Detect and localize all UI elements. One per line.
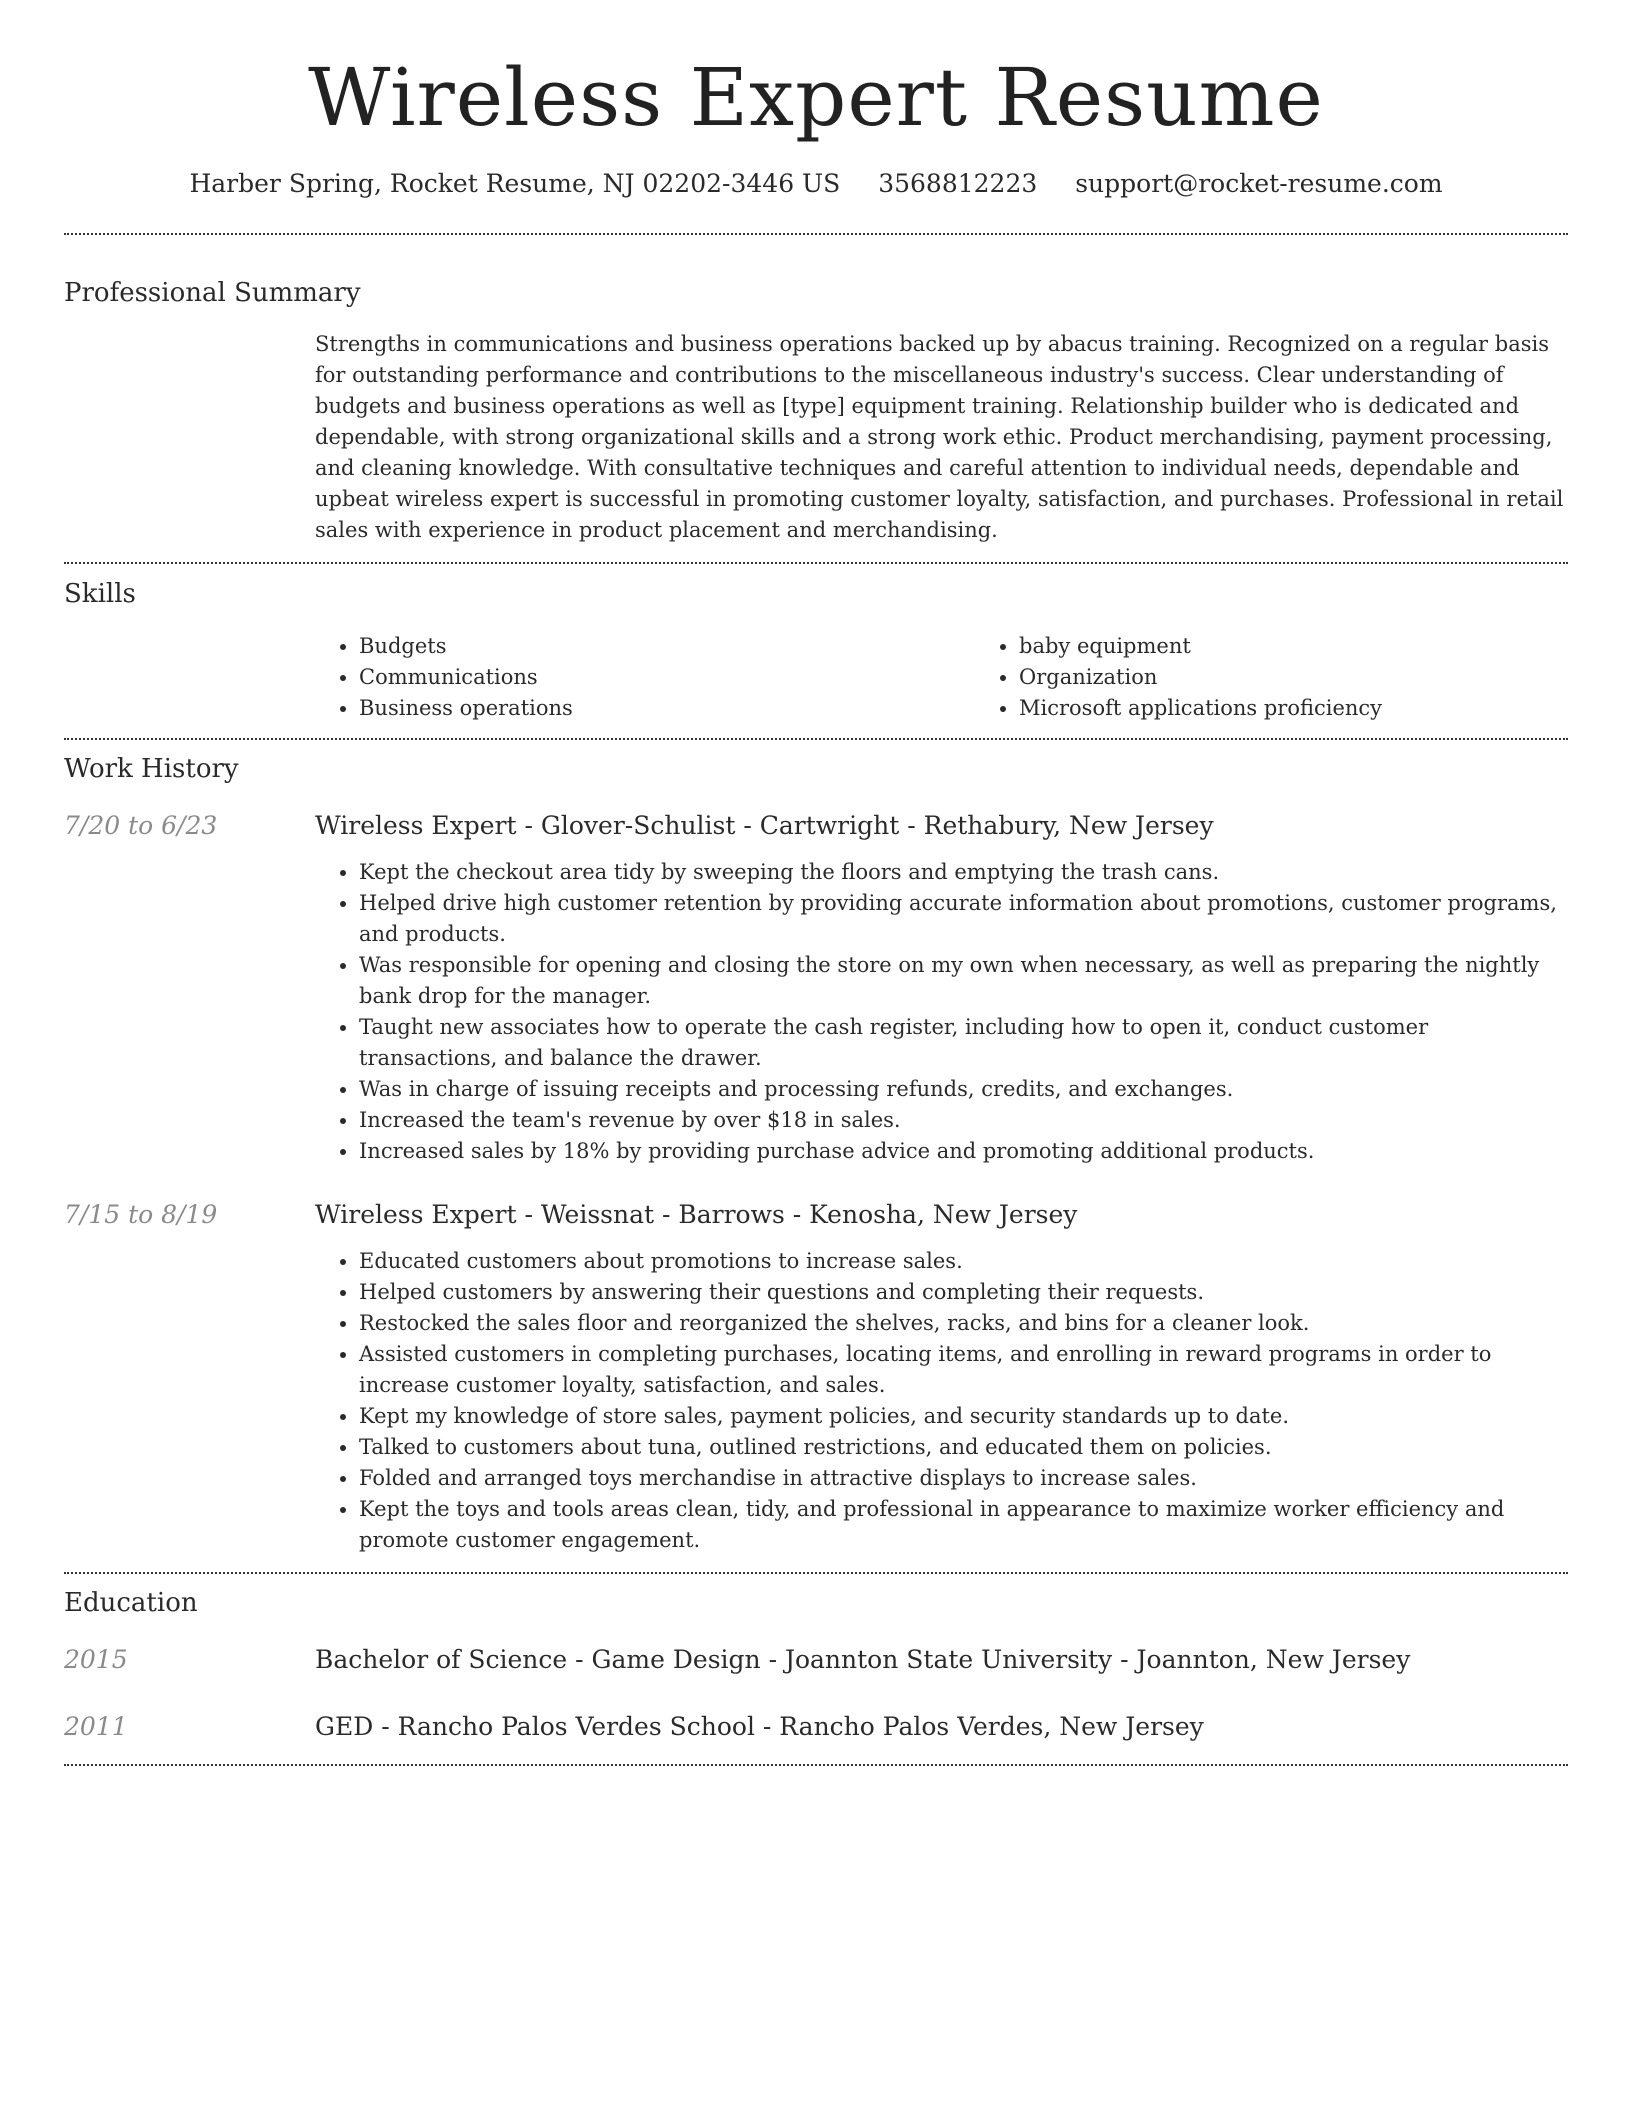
- skills-section-title: Skills: [64, 579, 136, 609]
- divider-work: [64, 1572, 1568, 1574]
- job-bullet: • Was responsible for opening and closing the store on my own when necessary, as well as preparing the nightly bank drop for the manager.: [359, 950, 1568, 1012]
- skills-grid: [315, 631, 1632, 724]
- summary-left-spacer: [64, 329, 315, 546]
- skill-item: • Business operations: [359, 693, 975, 724]
- job-bullet: • Kept the toys and tools areas clean, tidy, and professional in appearance to maximize worker efficiency and promote customer engagement.: [359, 1494, 1568, 1556]
- summary-section-title: Professional Summary: [64, 278, 361, 308]
- summary-section: [64, 280, 1568, 546]
- skills-section: [64, 581, 1568, 724]
- job-body: [315, 811, 1568, 1167]
- work-section: [64, 756, 1568, 1556]
- job-heading: Wireless Expert - Weissnat - Barrows - Kenosha, New Jersey: [315, 1200, 1078, 1229]
- job-bullet: • Increased sales by 18% by providing purchase advice and promoting additional products.: [359, 1136, 1568, 1167]
- education-body: [315, 1712, 1568, 1742]
- summary-text: Strengths in communications and business operations backed up by abacus training. Recognized on a regular basis for outstanding performance and contributions to the miscellaneous industry's success. Clear understanding of budgets and business operations as well as [type] equipment training. Relationship builder who is dedicated and dependable, with strong organizational skills and a strong work ethic. Product merchandising, payment processing, and cleaning knowledge. With consultative techniques and careful attention to individual needs, dependable and upbeat wireless expert is successful in promoting customer loyalty, satisfaction, and purchases. Professional in retail sales with experience in product placement and merchandising.: [315, 332, 1564, 542]
- job-bullet: • Restocked the sales floor and reorganized the shelves, racks, and bins for a cleaner look.: [359, 1308, 1568, 1339]
- job-bullet: • Kept the checkout area tidy by sweeping the floors and emptying the trash cans.: [359, 857, 1568, 888]
- job-dates: 7/20 to 6/23: [64, 811, 218, 840]
- job-heading: Wireless Expert - Glover-Schulist - Cartwright - Rethabury, New Jersey: [315, 811, 1214, 840]
- contact-line: [64, 171, 1568, 196]
- job-bullets: [315, 857, 1568, 1167]
- job-bullet: • Folded and arranged toys merchandise in attractive displays to increase sales.: [359, 1463, 1568, 1494]
- education-section-title: Education: [64, 1588, 198, 1618]
- education-heading: GED - Rancho Palos Verdes School - Rancho Palos Verdes, New Jersey: [315, 1712, 1204, 1741]
- job-bullet: • Was in charge of issuing receipts and processing refunds, credits, and exchanges.: [359, 1074, 1568, 1105]
- skills-list-right: [975, 631, 1632, 724]
- job-bullet: • Assisted customers in completing purchases, locating items, and enrolling in reward programs in order to increase customer loyalty, satisfaction, and sales.: [359, 1339, 1568, 1401]
- job-body: [315, 1200, 1568, 1556]
- education-year: 2011: [64, 1712, 128, 1741]
- education-heading: Bachelor of Science - Game Design - Joannton State University - Joannton, New Jersey: [315, 1645, 1411, 1674]
- education-body: [315, 1645, 1568, 1675]
- skills-row: [64, 631, 1568, 724]
- job-bullet: • Talked to customers about tuna, outlined restrictions, and educated them on policies.: [359, 1432, 1568, 1463]
- contact-email: support@rocket-resume.com: [1075, 169, 1443, 198]
- education-section: [64, 1590, 1568, 1742]
- job-bullet: • Taught new associates how to operate the cash register, including how to open it, conduct customer transactions, and balance the drawer.: [359, 1012, 1568, 1074]
- skills-left-spacer: [64, 631, 315, 724]
- skills-body: [315, 631, 1632, 724]
- divider-skills: [64, 738, 1568, 740]
- divider-header: [64, 233, 1568, 235]
- divider-education: [64, 1764, 1568, 1766]
- education-entry: [64, 1712, 1568, 1742]
- job-bullet: • Kept my knowledge of store sales, payment policies, and security standards up to date.: [359, 1401, 1568, 1432]
- job-bullet: • Increased the team's revenue by over $18 in sales.: [359, 1105, 1568, 1136]
- summary-body: [315, 329, 1568, 546]
- job-bullet: • Helped customers by answering their questions and completing their requests.: [359, 1277, 1568, 1308]
- skill-item: • Budgets: [359, 631, 975, 662]
- skills-list-left: [315, 631, 975, 724]
- education-entry: [64, 1645, 1568, 1675]
- skill-item: • baby equipment: [1019, 631, 1632, 662]
- skill-item: • Communications: [359, 662, 975, 693]
- job-entry: [64, 1200, 1568, 1556]
- contact-phone: 3568812223: [878, 169, 1038, 198]
- work-section-title: Work History: [64, 754, 239, 784]
- divider-summary: [64, 562, 1568, 564]
- skill-item: • Microsoft applications proficiency: [1019, 693, 1632, 724]
- job-bullets: [315, 1246, 1568, 1556]
- job-entry: [64, 811, 1568, 1167]
- skill-item: • Organization: [1019, 662, 1632, 693]
- job-bullet: • Helped drive high customer retention by providing accurate information about promotions, customer programs, and products.: [359, 888, 1568, 950]
- resume-title: Wireless Expert Resume: [308, 51, 1324, 144]
- contact-address: Harber Spring, Rocket Resume, NJ 02202-3446 US: [189, 169, 841, 198]
- job-dates: 7/15 to 8/19: [64, 1200, 218, 1229]
- summary-row: [64, 329, 1568, 546]
- job-bullet: • Educated customers about promotions to increase sales.: [359, 1246, 1568, 1277]
- education-year: 2015: [64, 1645, 128, 1674]
